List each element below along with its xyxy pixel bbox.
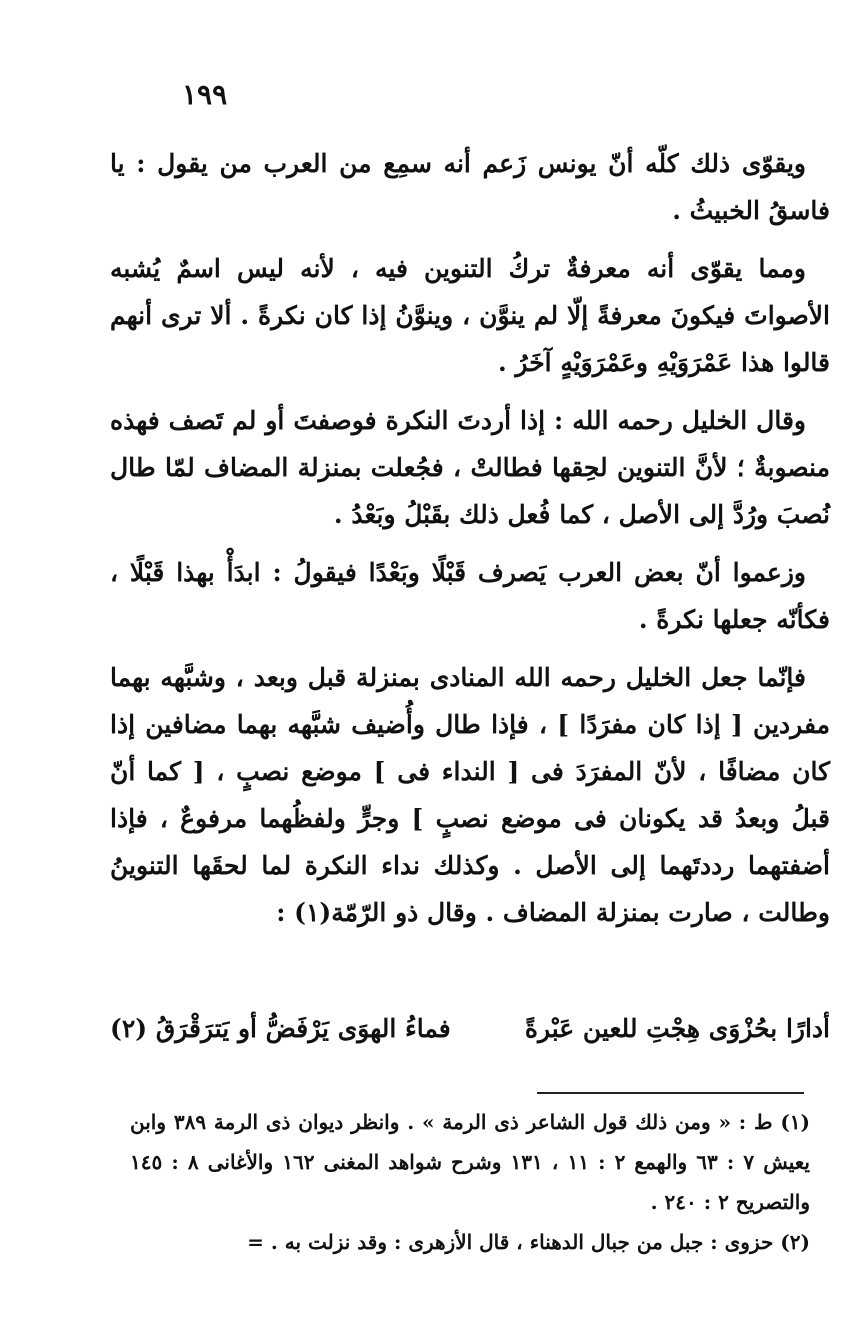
footnote-2: (٢) حزوى : جبل من جبال الدهناء ، قال الأزهرى : وقد نزلت به . =	[247, 1230, 810, 1254]
paragraph-3: وقال الخليل رحمه الله : إذا أردتَ النكرة فوصفتَ أو لم تَصف فهذه منصوبةٌ ؛ لأنَّ التنوين لحِقها فطالتْ ، فجُعلت بمنزلة المضاف لمّا طال نُصبَ ورُدَّ إلى الأصل ، كما فُعل ذلك بقَبْلُ وبَعْدُ .	[110, 406, 830, 529]
poetry-verse	[110, 1005, 830, 1052]
paragraph-2: ومما يقوّى أنه معرفةٌ تركُ التنوين فيه ، لأنه ليس اسمٌ يُشبه الأصواتَ فيكونَ معرفةً إلّا لم ينوَّن ، وينوَّنُ إذا كان نكرةً . ألا ترى أنهم قالوا هذا عَمْرَوَيْهِ وعَمْرَوَيْهٍ آخَرُ .	[110, 254, 830, 377]
page-number: ١٩٩	[182, 78, 228, 111]
paragraph-5: فإنّما جعل الخليل رحمه الله المنادى بمنزلة قبل وبعد ، وشبَّهه بهما مفردين [ إذا كان مفرَدًا ] ، فإذا طال وأُضيف شبَّهه بهما مضافين إذا كان مضافًا ، لأنّ المفرَدَ فى [ النداء فى ] موضع نصبٍ ، [ كما أنّ قبلُ وبعدُ قد يكونان فى موضع نصبٍ ] وجرٍّ ولفظُهما مرفوعٌ ، فإذا أضفتهما رددتَهما إلى الأصل . وكذلك نداء النكرة لما لحقَها التنوينُ وطالت ، صارت بمنزلة المضاف . وقال ذو الرّمّة(١) :	[110, 663, 830, 927]
footnote-1: (١) ط : « ومن ذلك قول الشاعر ذى الرمة » . وانظر ديوان ذى الرمة ٣٨٩ وابن يعيش ٧ : ٦٣ والهمع ٢ : ١١ ، ١٣١ وشرح شواهد المغنى ١٦٢ والأغانى ٨ : ١٤٥ والتصريح ٢ : ٢٤٠ .	[130, 1110, 810, 1214]
verse-first-hemistich: أدارًا بحُزْوَى هِجْتِ للعين عَبْرةً	[524, 1014, 830, 1043]
main-text	[110, 140, 830, 947]
verse-second-hemistich: فماءُ الهوَى يَرْفَضُّ أو يَترَقْرَقُ (٢)	[110, 1014, 451, 1043]
footnotes	[130, 1102, 810, 1262]
paragraph-1: ويقوّى ذلك كلّه أنّ يونس زَعم أنه سمِع من العرب من يقول : يا فاسقُ الخبيثُ .	[110, 149, 830, 225]
footnote-divider	[537, 1092, 804, 1094]
paragraph-4: وزعموا أنّ بعض العرب يَصرف قَبْلًا وبَعْدًا فيقولُ : ابدَأْ بهذا قَبْلًا ، فكأنّه جعلها نكرةً .	[110, 558, 830, 634]
